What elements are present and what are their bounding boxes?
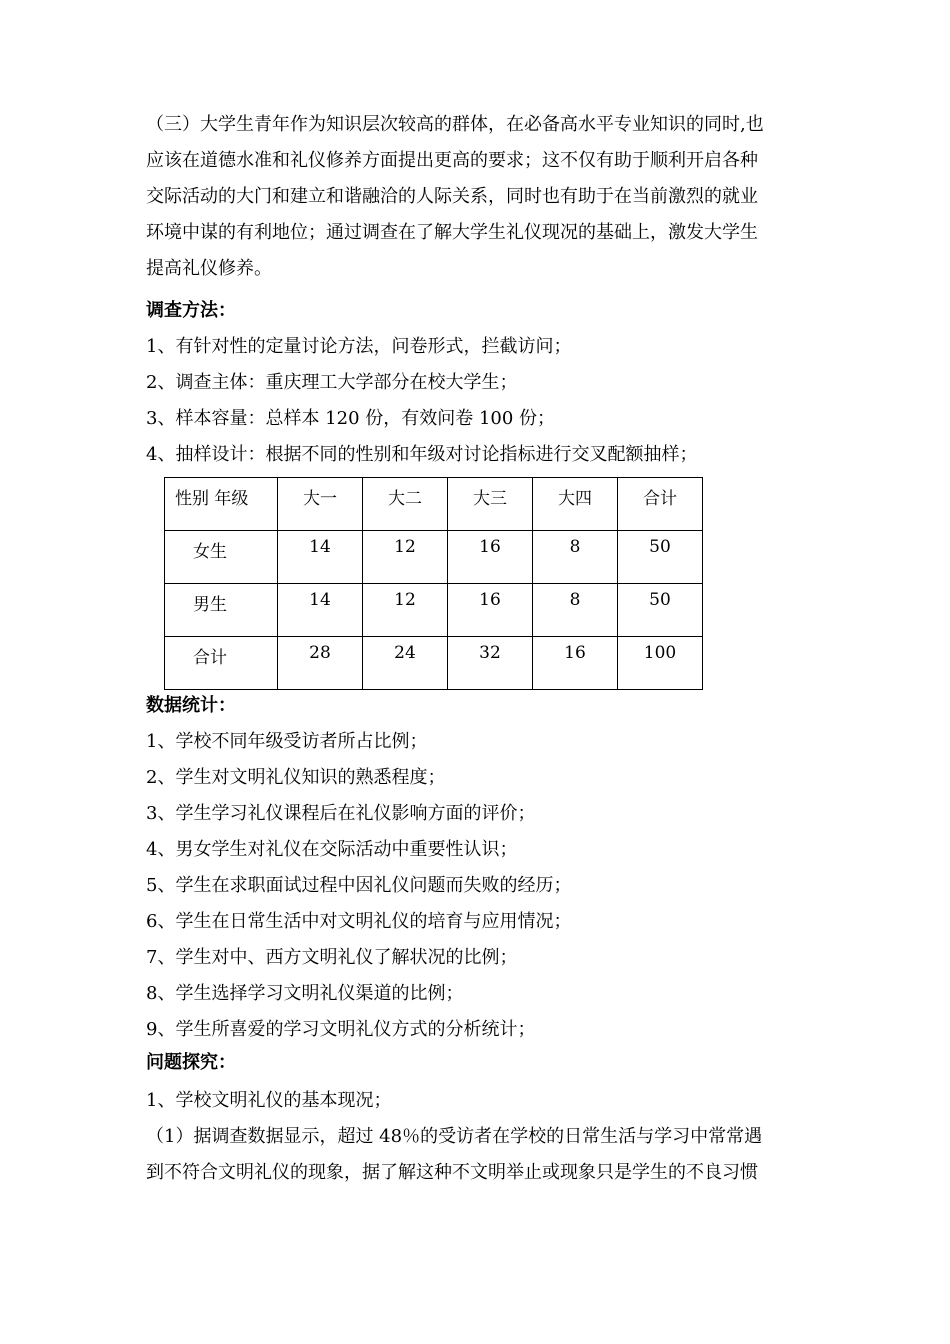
inquiry-para-line-2: 到不符合文明礼仪的现象，据了解这种不文明举止或现象只是学生的不良习惯: [146, 1162, 758, 1183]
methods-item-3: 3、样本容量：总样本 120 份，有效问卷 100 份；: [146, 408, 556, 429]
stats-item-5: 5、学生在求职面试过程中因礼仪问题而失败的经历；: [146, 875, 572, 896]
table-row: [165, 531, 703, 584]
inquiry-item-1: 1、学校文明礼仪的基本现况；: [146, 1090, 392, 1111]
table-header-row: [165, 478, 703, 531]
table-cell: 8: [533, 531, 618, 584]
intro-line-1: （三）大学生青年作为知识层次较高的群体，在必备高水平专业知识的同时,也: [146, 114, 764, 135]
table-cell: 16: [448, 584, 533, 637]
table-cell: 32: [448, 637, 533, 690]
table-row-label: 女生: [165, 531, 278, 584]
table-cell: 28: [278, 637, 363, 690]
stats-item-6: 6、学生在日常生活中对文明礼仪的培育与应用情况；: [146, 911, 572, 932]
table-cell: 24: [363, 637, 448, 690]
inquiry-heading: 问题探究：: [146, 1052, 236, 1073]
table-cell: 14: [278, 531, 363, 584]
table-header-cell: 大二: [363, 478, 448, 531]
table-header-cell: 大三: [448, 478, 533, 531]
intro-line-3: 交际活动的大门和建立和谐融洽的人际关系，同时也有助于在当前激烈的就业: [146, 186, 758, 207]
stats-item-2: 2、学生对文明礼仪知识的熟悉程度；: [146, 767, 446, 788]
stats-item-8: 8、学生选择学习文明礼仪渠道的比例；: [146, 983, 464, 1004]
table-row-label: 男生: [165, 584, 278, 637]
table-cell: 16: [448, 531, 533, 584]
table-cell: 50: [618, 584, 703, 637]
table-header-cell: 合计: [618, 478, 703, 531]
table-cell: 8: [533, 584, 618, 637]
table-cell: 16: [533, 637, 618, 690]
table-header-cell: 大一: [278, 478, 363, 531]
table-row-label: 合计: [165, 637, 278, 690]
inquiry-para-line-1: （1）据调查数据显示，超过 48％的受访者在学校的日常生活与学习中常常遇: [146, 1126, 763, 1147]
table-cell: 12: [363, 584, 448, 637]
methods-heading: 调查方法：: [146, 300, 236, 321]
intro-line-2: 应该在道德水准和礼仪修养方面提出更高的要求；这不仅有助于顺利开启各种: [146, 150, 758, 171]
table-row: [165, 637, 703, 690]
intro-line-5: 提高礼仪修养。: [146, 258, 272, 279]
table-header-cell: 大四: [533, 478, 618, 531]
table-cell: 50: [618, 531, 703, 584]
stats-item-4: 4、男女学生对礼仪在交际活动中重要性认识；: [146, 839, 518, 860]
stats-item-9: 9、学生所喜爱的学习文明礼仪方式的分析统计；: [146, 1019, 536, 1040]
stats-item-3: 3、学生学习礼仪课程后在礼仪影响方面的评价；: [146, 803, 536, 824]
table-corner-cell: 性别 年级: [165, 478, 278, 531]
methods-item-4: 4、抽样设计：根据不同的性别和年级对讨论指标进行交叉配额抽样；: [146, 444, 698, 465]
stats-heading: 数据统计：: [146, 695, 236, 716]
intro-line-4: 环境中谋的有利地位；通过调查在了解大学生礼仪现况的基础上，激发大学生: [146, 222, 758, 243]
stats-item-1: 1、学校不同年级受访者所占比例；: [146, 731, 428, 752]
table-cell: 12: [363, 531, 448, 584]
stats-item-7: 7、学生对中、西方文明礼仪了解状况的比例；: [146, 947, 518, 968]
sample-table: [164, 477, 703, 690]
table-cell: 100: [618, 637, 703, 690]
methods-item-1: 1、有针对性的定量讨论方法，问卷形式，拦截访问；: [146, 336, 572, 357]
methods-item-2: 2、调查主体：重庆理工大学部分在校大学生；: [146, 372, 518, 393]
table-row: [165, 584, 703, 637]
table-cell: 14: [278, 584, 363, 637]
